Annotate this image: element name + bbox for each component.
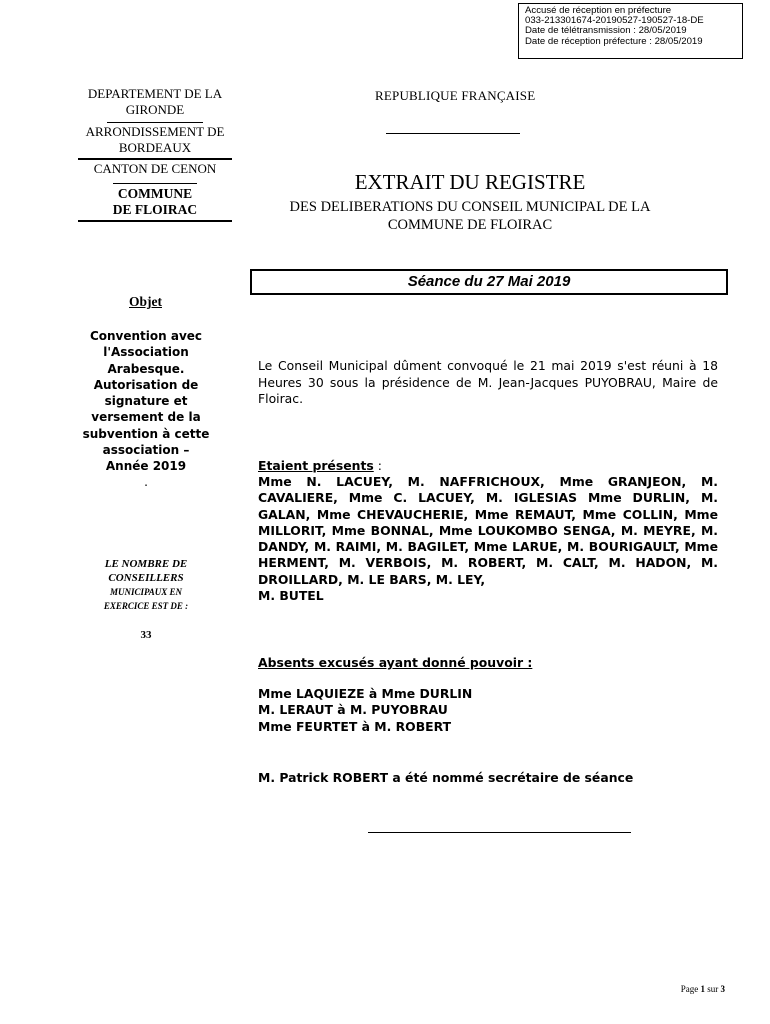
conseillers-count: 33 [140,629,152,641]
divider [78,220,232,222]
document-subtitle [250,198,690,234]
prefecture-stamp [518,3,743,59]
page-current: 1 [700,984,705,994]
stamp-line: Date de réception préfecture : 28/05/2019 [525,35,703,47]
canton: CANTON DE CENON [93,161,217,176]
document-title: EXTRAIT DU REGISTRE [354,170,586,194]
stamp-line: Date de télétransmission : 28/05/2019 [525,25,687,37]
page-prefix: Page [680,984,699,994]
divider [386,133,520,134]
presents-last: M. BUTEL [258,588,324,604]
conseillers-label-line: LE NOMBRE DE [104,558,188,570]
page-sep: sur [707,984,719,994]
divider [113,183,197,184]
page-number [681,984,725,994]
departement: DEPARTEMENT DE LA GIRONDE [87,86,223,117]
divider [78,158,232,160]
objet-dot: . [144,475,148,489]
presents-heading [258,458,718,473]
conseillers-label-line: CONSEILLERS [108,572,184,584]
stamp-line: Accusé de réception en préfecture [525,5,672,16]
commune-line2: DE FLOIRAC [112,202,198,217]
objet-text: Convention avec l'Association Arabesque. Autorisation de signature et versement de la subvention à cette association – Année 2019 [82,329,210,474]
subtitle-line: COMMUNE DE FLOIRAC [387,217,553,233]
pouvoir-item: Mme FEURTET à M. ROBERT [258,718,452,734]
conseillers-label-line: EXERCICE EST DE : [103,601,189,611]
pouvoirs-list [258,686,718,735]
absents-heading: Absents excusés ayant donné pouvoir : [258,655,533,670]
divider [107,122,203,123]
subtitle-line: DES DELIBERATIONS DU CONSEIL MUNICIPAL DE LA [289,199,651,215]
presents-names: Mme N. LACUEY, M. NAFFRICHOUX, Mme GRANJEON, M. CAVALIERE, Mme C. LACUEY, M. IGLESIAS Mme DURLIN, M. GALAN, Mme CHEVAUCHERIE, Mme REMAUT, Mme COLLIN, Mme MILLORIT, Mme BONNAL, Mme LOUKOMBO SENGA, M. MEYRE, M. DANDY, M. RAIMI, M. BAGILET, Mme LARUE, M. BOURIGAULT, Mme HERMENT, M. VERBOIS, M. ROBERT, M. CALT, M. HADON, M. DROILLARD, M. LE BARS, M. LEY, [258,474,718,587]
pouvoir-item: M. LERAUT à M. PUYOBRAU [258,702,448,718]
presents-heading-label: Etaient présents [258,458,374,473]
commune-line1: COMMUNE [117,186,193,201]
conseillers-label-line: MUNICIPAUX EN [109,587,183,597]
arrondissement: ARRONDISSEMENT DE BORDEAUX [85,124,225,155]
conseillers-label [78,557,214,613]
divider [368,832,631,833]
page-total: 3 [720,984,725,994]
pouvoir-item: Mme LAQUIEZE à Mme DURLIN [258,686,473,701]
republique-heading: REPUBLIQUE FRANÇAISE [375,88,536,103]
header-left [78,86,232,222]
intro-paragraph: Le Conseil Municipal dûment convoqué le 21 mai 2019 s'est réuni à 18 Heures 30 sous la présidence de M. Jean-Jacques PUYOBRAU, Maire de Floirac. [258,358,718,406]
stamp-line: 033-213301674-20190527-190527-18-DE [525,15,704,27]
presents-list [258,474,718,604]
secretaire-line: M. Patrick ROBERT a été nommé secrétaire de séance [258,770,634,785]
presents-heading-colon: : [373,458,382,473]
objet-label: Objet [129,294,162,309]
seance-date: Séance du 27 Mai 2019 [250,269,728,295]
